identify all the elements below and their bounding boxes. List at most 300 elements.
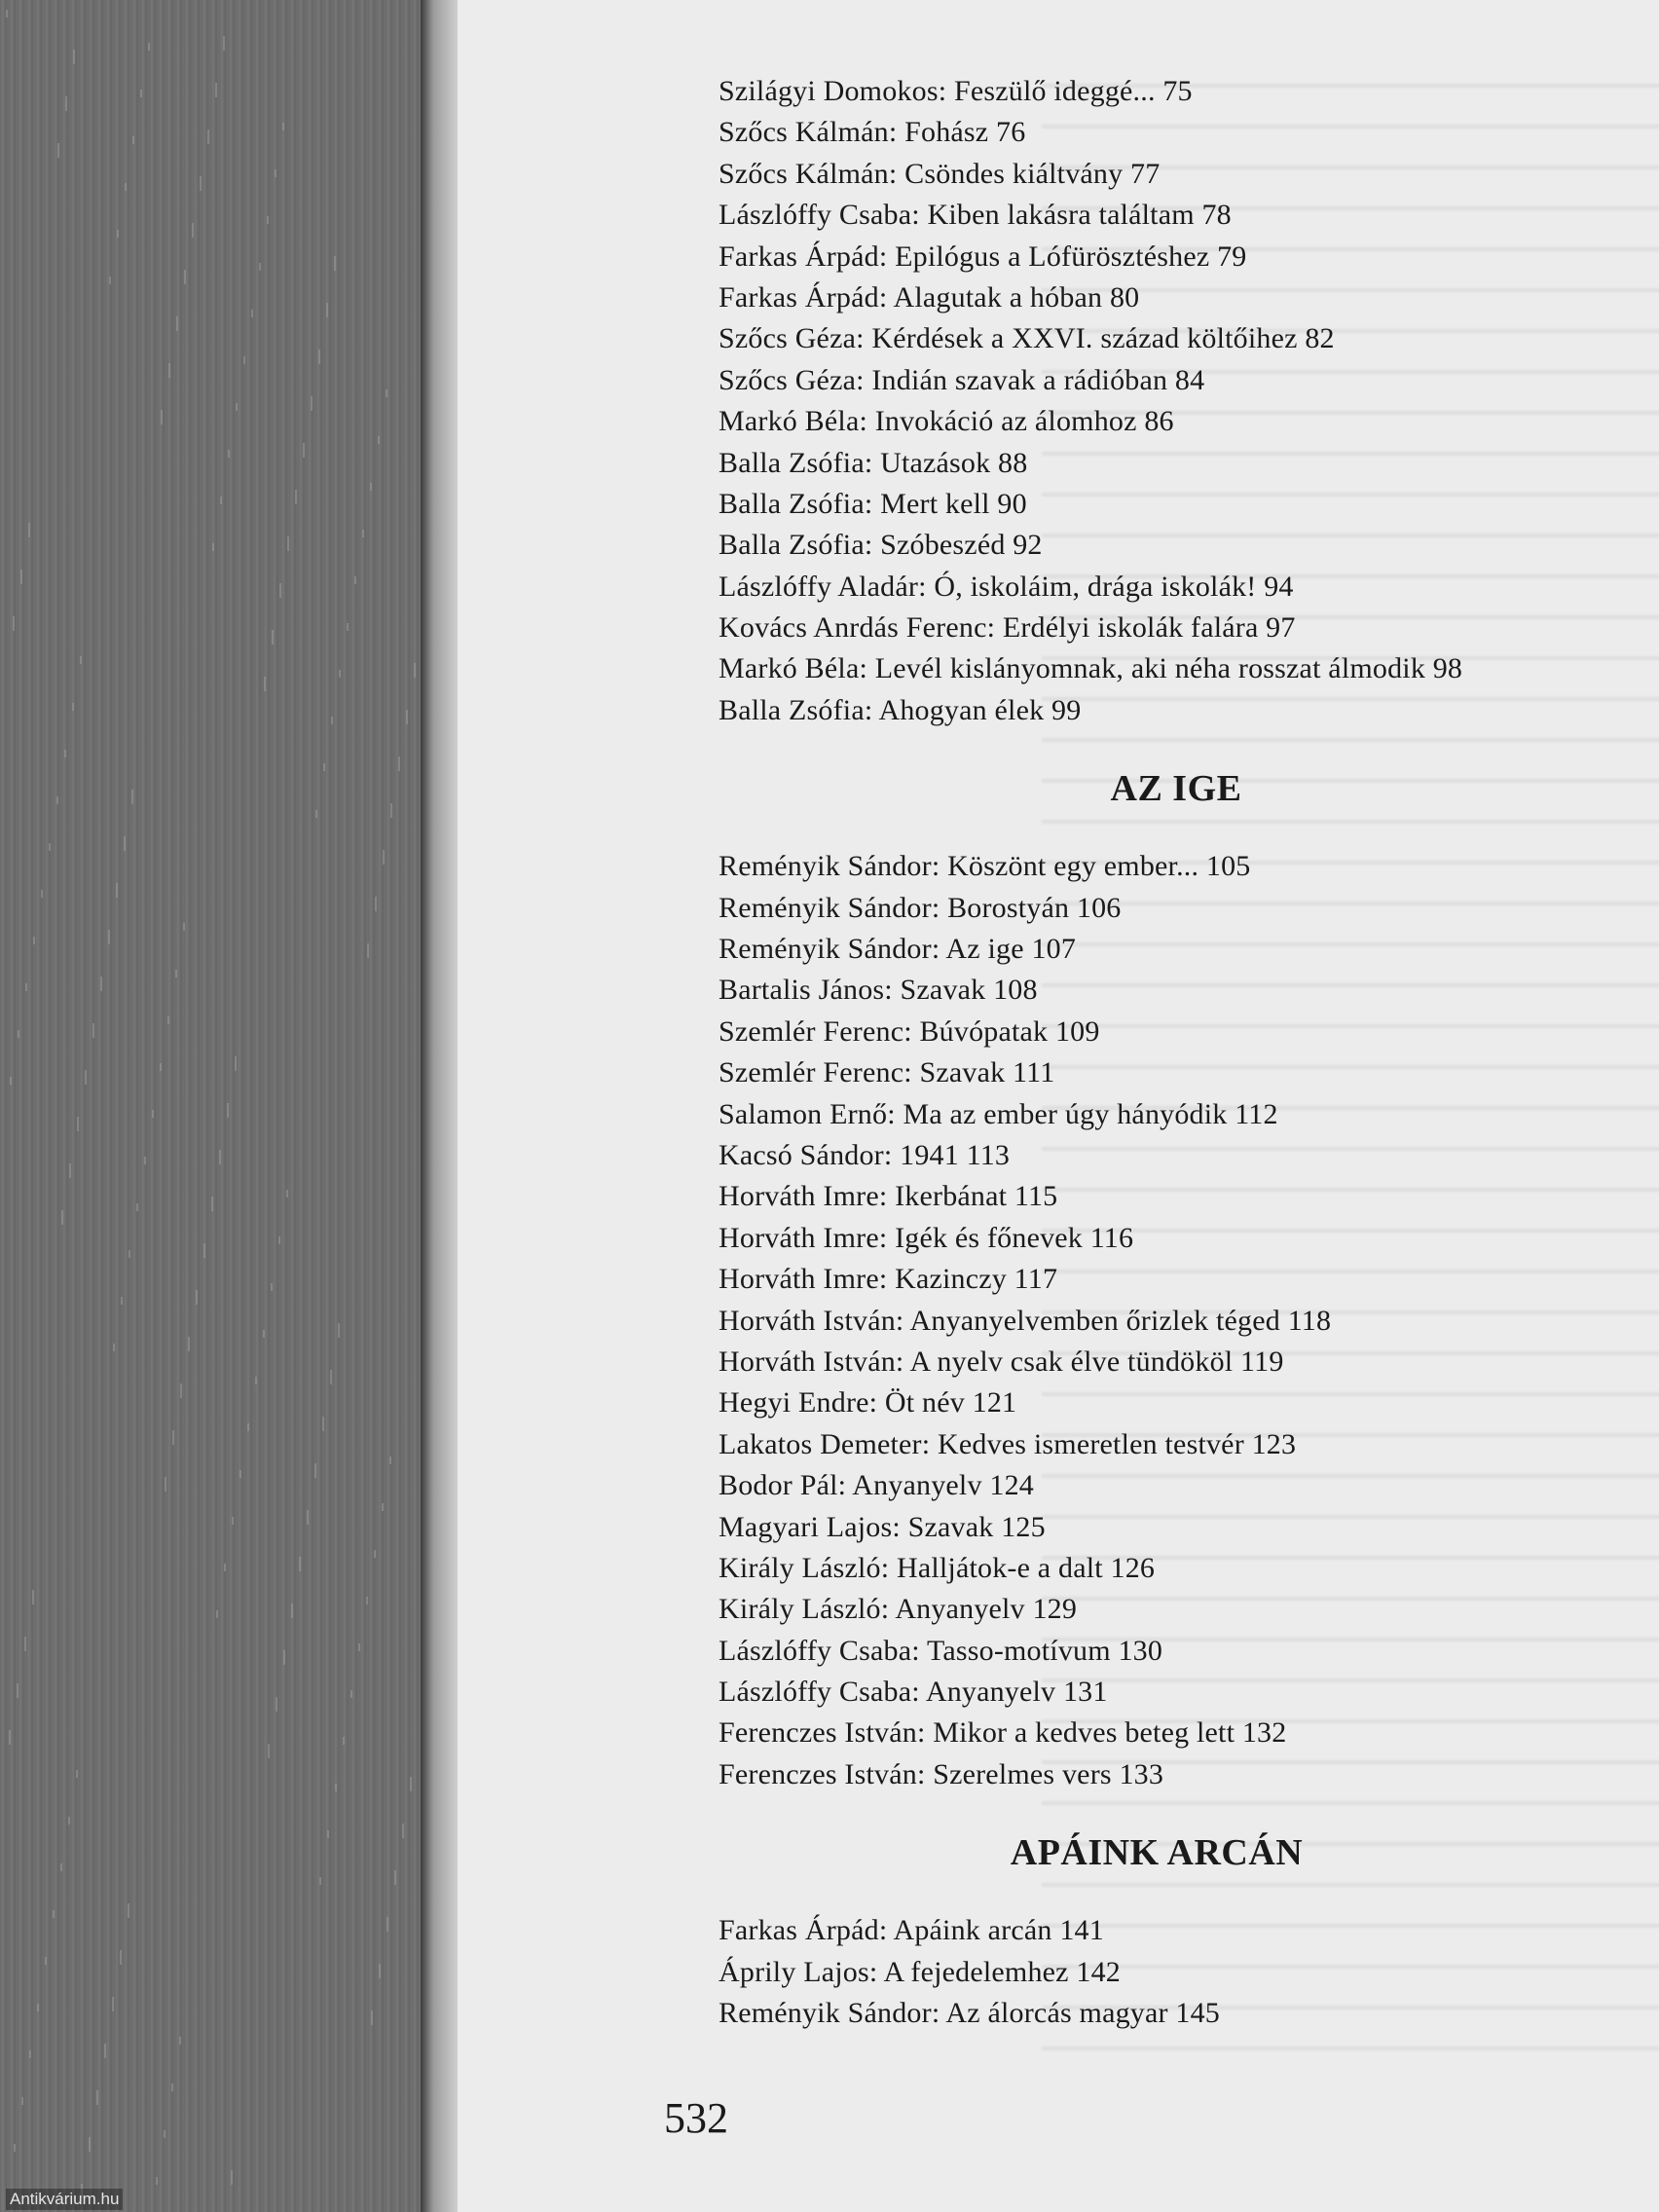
wood-grain-mark bbox=[235, 1056, 237, 1071]
toc-entry: Lászlóffy Csaba: Kiben lakásra találtam 78 bbox=[719, 199, 1232, 232]
wood-grain-mark bbox=[29, 2050, 31, 2058]
entry-title: Kérdések a XXVI. század költőihez bbox=[871, 322, 1298, 355]
entry-title: Mert kell bbox=[880, 487, 990, 520]
wood-grain-mark bbox=[10, 1077, 12, 1085]
entry-title: Kiben lakásra találtam bbox=[927, 199, 1195, 232]
wood-grain-mark bbox=[383, 850, 385, 865]
entry-title: Csöndes kiáltvány bbox=[904, 157, 1124, 190]
wood-grain-mark bbox=[299, 1557, 301, 1571]
wood-grain-mark bbox=[175, 970, 177, 977]
wood-grain-mark bbox=[24, 1637, 26, 1651]
entry-title: Invokáció az álomhoz bbox=[874, 405, 1137, 438]
wood-grain-mark bbox=[228, 450, 230, 458]
wood-grain-mark bbox=[219, 1150, 221, 1164]
toc-entry: Balla Zsófia: Ahogyan élek 99 bbox=[719, 693, 1082, 726]
toc-entry: Farkas Árpád: Alagutak a hóban 80 bbox=[719, 280, 1140, 313]
entry-page: 129 bbox=[1032, 1593, 1078, 1626]
toc-entry: Reményik Sándor: Az álorcás magyar 145 bbox=[719, 1997, 1221, 2030]
entry-page: 142 bbox=[1076, 1955, 1121, 1988]
toc-entry: Markó Béla: Levél kislányomnak, aki néha rosszat álmodik 98 bbox=[719, 652, 1463, 685]
wood-grain-mark bbox=[167, 1016, 169, 1024]
entry-author: Áprily Lajos bbox=[719, 1955, 869, 1988]
wood-grain-mark bbox=[331, 717, 333, 724]
wood-grain-mark bbox=[220, 497, 222, 504]
wood-grain-mark bbox=[255, 1377, 257, 1384]
wood-grain-mark bbox=[13, 616, 15, 631]
toc-entry: Balla Zsófia: Szóbeszéd 92 bbox=[719, 529, 1043, 562]
wood-grain-mark bbox=[295, 490, 297, 504]
wood-grain-mark bbox=[61, 1210, 63, 1225]
entry-title: Epilógus a Lófürösztéshez bbox=[895, 240, 1210, 273]
wood-grain-mark bbox=[354, 576, 356, 584]
toc-entry: Ferenczes István: Szerelmes vers 133 bbox=[719, 1757, 1164, 1790]
wood-grain-mark bbox=[275, 169, 276, 177]
wood-grain-mark bbox=[176, 316, 178, 331]
entry-author: Reményik Sándor bbox=[719, 850, 932, 883]
wood-grain-mark bbox=[45, 1957, 47, 1965]
toc-entry: Balla Zsófia: Utazások 88 bbox=[719, 446, 1028, 479]
wood-grain-mark bbox=[92, 1023, 94, 1038]
wood-grain-mark bbox=[21, 2097, 23, 2105]
entry-author: Horváth István bbox=[719, 1304, 896, 1337]
entry-title: A fejedelemhez bbox=[883, 1955, 1069, 1988]
wood-grain-mark bbox=[76, 1770, 78, 1778]
toc-entry: Szőcs Kálmán: Fohász 76 bbox=[719, 116, 1026, 149]
wood-grain-mark bbox=[144, 1157, 146, 1164]
entry-title: Fohász bbox=[904, 116, 989, 149]
wood-grain-mark bbox=[160, 1063, 162, 1071]
wood-grain-mark bbox=[6, 10, 8, 18]
entry-page: 133 bbox=[1119, 1757, 1164, 1790]
wood-grain-mark bbox=[236, 403, 238, 411]
wood-grain-mark bbox=[231, 2170, 233, 2185]
wood-grain-mark bbox=[314, 1463, 316, 1478]
entry-author: Magyari Lajos bbox=[719, 1510, 893, 1543]
toc-entry: Áprily Lajos: A fejedelemhez 142 bbox=[719, 1955, 1121, 1988]
wood-grain-mark bbox=[247, 1423, 249, 1431]
wood-grain-mark bbox=[212, 543, 214, 551]
entry-author: Szőcs Kálmán bbox=[719, 116, 889, 149]
entry-title: Kazinczy bbox=[895, 1263, 1007, 1296]
wood-grain-mark bbox=[183, 923, 185, 931]
wood-grain-mark bbox=[347, 623, 349, 631]
wood-grain-mark bbox=[128, 1903, 129, 1918]
entry-title: Borostyán bbox=[947, 891, 1070, 924]
toc-entry: Szőcs Géza: Indián szavak a rádióban 84 bbox=[719, 363, 1205, 396]
toc-entry: Kovács Anrdás Ferenc: Erdélyi iskolák falára 97 bbox=[719, 611, 1296, 645]
wood-grain-mark bbox=[370, 483, 372, 491]
toc-entry: Horváth Imre: Kazinczy 117 bbox=[719, 1263, 1058, 1296]
desk-background bbox=[0, 0, 458, 2212]
wood-grain-mark bbox=[49, 843, 51, 851]
entry-page: 79 bbox=[1217, 240, 1247, 273]
entry-author: Szemlér Ferenc bbox=[719, 1056, 904, 1089]
toc-entry: Kacsó Sándor: 1941 113 bbox=[719, 1138, 1011, 1171]
entry-title: Anyanyelv bbox=[925, 1676, 1056, 1709]
page-number: 532 bbox=[664, 2094, 728, 2142]
wood-grain-mark bbox=[77, 1117, 79, 1131]
toc-entry: Ferenczes István: Mikor a kedves beteg lett 132 bbox=[719, 1716, 1287, 1750]
entry-title: Anyanyelvemben őrizlek téged bbox=[909, 1304, 1280, 1337]
entry-author: Lászlóffy Csaba bbox=[719, 1676, 912, 1709]
wood-grain-mark bbox=[303, 443, 305, 458]
entry-page: 99 bbox=[1051, 693, 1082, 726]
entry-page: 97 bbox=[1266, 611, 1296, 645]
entry-author: Hegyi Endre bbox=[719, 1386, 869, 1419]
entry-title: Erdélyi iskolák falára bbox=[1002, 611, 1259, 645]
wood-grain-mark bbox=[33, 937, 35, 944]
wood-grain-mark bbox=[18, 1030, 19, 1038]
wood-grain-mark bbox=[188, 1337, 190, 1351]
wood-grain-mark bbox=[374, 1550, 376, 1558]
wood-grain-mark bbox=[148, 43, 150, 51]
wood-grain-mark bbox=[172, 1430, 174, 1445]
entry-title: Tasso-motívum bbox=[926, 1634, 1111, 1667]
wood-grain-mark bbox=[375, 897, 377, 911]
wood-grain-mark bbox=[338, 1323, 340, 1338]
toc-entry: Markó Béla: Invokáció az álomhoz 86 bbox=[719, 405, 1174, 438]
section-title: AZ IGE bbox=[1110, 768, 1242, 810]
entry-page: 75 bbox=[1162, 75, 1193, 107]
wood-grain-mark bbox=[73, 50, 75, 64]
entry-page: 123 bbox=[1251, 1427, 1297, 1460]
entry-page: 78 bbox=[1201, 199, 1232, 232]
wood-grain-mark bbox=[60, 1863, 62, 1871]
wood-grain-mark bbox=[326, 303, 328, 317]
watermark: Antikvárium.hu bbox=[6, 2189, 123, 2210]
entry-title: Szóbeszéd bbox=[880, 529, 1006, 562]
entry-author: Lakatos Demeter bbox=[719, 1427, 922, 1460]
entry-page: 98 bbox=[1432, 652, 1463, 685]
entry-author: Farkas Árpád bbox=[719, 240, 879, 273]
toc-entry: Lászlóffy Csaba: Anyanyelv 131 bbox=[719, 1676, 1108, 1709]
wood-grain-mark bbox=[136, 1203, 138, 1211]
entry-page: 132 bbox=[1241, 1716, 1287, 1750]
wood-grain-mark bbox=[196, 1290, 198, 1305]
wood-grain-mark bbox=[152, 1110, 154, 1118]
entry-title: Ikerbánat bbox=[895, 1180, 1008, 1213]
entry-author: Ferenczes István bbox=[719, 1716, 917, 1750]
wood-grain-mark bbox=[64, 750, 66, 757]
toc-entry: Balla Zsófia: Mert kell 90 bbox=[719, 487, 1027, 520]
wood-grain-mark bbox=[121, 1297, 123, 1305]
toc-entry: Reményik Sándor: Az ige 107 bbox=[719, 933, 1077, 966]
entry-author: Lászlóffy Csaba bbox=[719, 199, 912, 232]
wood-grain-mark bbox=[96, 2090, 98, 2105]
wood-grain-mark bbox=[131, 790, 133, 804]
entry-page: 118 bbox=[1287, 1304, 1332, 1337]
entry-title: Apáink arcán bbox=[893, 1914, 1052, 1947]
entry-page: 106 bbox=[1076, 891, 1122, 924]
wood-grain-mark bbox=[272, 630, 274, 645]
entry-author: Balla Zsófia bbox=[719, 693, 865, 726]
toc-entry: Farkas Árpád: Epilógus a Lófürösztéshez 79 bbox=[719, 240, 1247, 273]
entry-page: 126 bbox=[1110, 1551, 1156, 1584]
wood-grain-mark bbox=[311, 396, 313, 411]
wood-grain-mark bbox=[271, 1283, 273, 1291]
wood-grain-mark bbox=[259, 263, 261, 271]
entry-author: Balla Zsófia bbox=[719, 446, 865, 479]
entry-title: Igék és főnevek bbox=[895, 1221, 1084, 1254]
entry-author: Reményik Sándor bbox=[719, 933, 932, 966]
wood-grain-mark bbox=[389, 1456, 391, 1464]
wood-grain-mark bbox=[203, 1243, 205, 1258]
wood-grain-mark bbox=[25, 983, 27, 991]
entry-title: A nyelv csak élve tündököl bbox=[909, 1345, 1234, 1378]
wood-grain-mark bbox=[120, 1950, 122, 1965]
wood-grain-mark bbox=[410, 1777, 412, 1791]
wood-grain-mark bbox=[108, 930, 110, 944]
wood-grain-mark bbox=[80, 656, 82, 664]
entry-page: 82 bbox=[1305, 322, 1335, 355]
toc-entry: Szemlér Ferenc: Búvópatak 109 bbox=[719, 1014, 1100, 1048]
wood-grain-mark bbox=[85, 1070, 87, 1085]
entry-title: Anyanyelv bbox=[852, 1469, 982, 1502]
wood-grain-mark bbox=[322, 1417, 324, 1431]
wood-grain-mark bbox=[165, 1477, 166, 1492]
toc-entry: Lászlóffy Aladár: Ó, iskoláim, drága iskolák! 94 bbox=[719, 570, 1294, 603]
wood-grain-mark bbox=[124, 836, 126, 851]
entry-title: Feszülő ideggé... bbox=[953, 75, 1156, 107]
entry-page: 88 bbox=[998, 446, 1028, 479]
wood-grain-mark bbox=[318, 350, 320, 364]
toc-entry: Lászlóffy Csaba: Tasso-motívum 130 bbox=[719, 1634, 1163, 1667]
entry-author: Reményik Sándor bbox=[719, 1997, 932, 2030]
entry-author: Király László bbox=[719, 1593, 881, 1626]
wood-grain-mark bbox=[56, 796, 58, 804]
entry-title: Köszönt egy ember... bbox=[947, 850, 1199, 883]
entry-author: Király László bbox=[719, 1551, 881, 1584]
wood-grain-mark bbox=[72, 703, 74, 711]
wood-grain-mark bbox=[278, 1236, 280, 1244]
entry-title: Öt név bbox=[884, 1386, 965, 1419]
wood-grain-mark bbox=[116, 883, 118, 898]
wood-grain-mark bbox=[104, 2044, 106, 2058]
entry-page: 76 bbox=[996, 116, 1026, 149]
wood-grain-mark bbox=[398, 756, 400, 771]
wood-grain-mark bbox=[117, 230, 119, 238]
entry-title: Utazások bbox=[880, 446, 991, 479]
wood-grain-mark bbox=[287, 536, 289, 551]
wood-grain-mark bbox=[17, 1683, 18, 1698]
entry-page: 105 bbox=[1205, 850, 1251, 883]
entry-page: 77 bbox=[1130, 157, 1161, 190]
wood-grain-mark bbox=[14, 2144, 16, 2152]
wood-grain-mark bbox=[207, 129, 209, 144]
section-title: APÁINK ARCÁN bbox=[1010, 1832, 1304, 1874]
wood-grain-mark bbox=[192, 223, 194, 238]
table-of-contents bbox=[719, 71, 1653, 2034]
entry-page: 90 bbox=[997, 487, 1027, 520]
entry-author: Lászlóffy Aladár bbox=[719, 570, 919, 603]
wood-grain-mark bbox=[267, 216, 269, 224]
wood-grain-mark bbox=[315, 810, 317, 818]
wood-grain-mark bbox=[125, 183, 127, 191]
wood-grain-mark bbox=[168, 363, 170, 378]
wood-grain-mark bbox=[282, 123, 284, 130]
entry-author: Szőcs Kálmán bbox=[719, 157, 889, 190]
toc-entry: Horváth István: Anyanyelvemben őrizlek téged 118 bbox=[719, 1304, 1332, 1337]
wood-grain-mark bbox=[334, 256, 336, 271]
toc-entry: Szőcs Géza: Kérdések a XXVI. század költőihez 82 bbox=[719, 322, 1335, 355]
page-edge bbox=[421, 0, 458, 2212]
entry-page: 121 bbox=[972, 1386, 1017, 1419]
wood-grain-mark bbox=[53, 1910, 55, 1918]
toc-entry: Szemlér Ferenc: Szavak 111 bbox=[719, 1056, 1055, 1089]
wood-grain-mark bbox=[243, 356, 245, 364]
wood-grain-mark bbox=[286, 1190, 288, 1198]
entry-author: Markó Béla bbox=[719, 652, 860, 685]
entry-author: Bodor Pál bbox=[719, 1469, 838, 1502]
toc-entry: Magyari Lajos: Szavak 125 bbox=[719, 1510, 1046, 1543]
entry-author: Lászlóffy Csaba bbox=[719, 1634, 912, 1667]
entry-title: Indián szavak a rádióban bbox=[871, 363, 1168, 396]
wood-grain-mark bbox=[223, 36, 225, 51]
wood-grain-mark bbox=[211, 1197, 213, 1211]
entry-page: 141 bbox=[1059, 1914, 1104, 1947]
entry-title: 1941 bbox=[900, 1138, 959, 1171]
entry-page: 116 bbox=[1089, 1221, 1134, 1254]
wood-grain-mark bbox=[279, 583, 281, 598]
wood-grain-mark bbox=[414, 663, 416, 678]
entry-author: Balla Zsófia bbox=[719, 529, 865, 562]
wood-grain-mark bbox=[323, 763, 325, 771]
entry-title: Ma az ember úgy hányódik bbox=[903, 1097, 1228, 1130]
entry-page: 108 bbox=[993, 974, 1038, 1007]
toc-entry: Horváth István: A nyelv csak élve tündököl 119 bbox=[719, 1345, 1284, 1378]
toc-entry: Király László: Anyanyelv 129 bbox=[719, 1593, 1078, 1626]
wood-grain-mark bbox=[68, 1817, 70, 1825]
wood-grain-mark bbox=[180, 1383, 182, 1398]
wood-grain-mark bbox=[240, 1470, 241, 1478]
wood-grain-mark bbox=[307, 1510, 309, 1525]
entry-page: 145 bbox=[1175, 1997, 1221, 2030]
toc-entry: Hegyi Endre: Öt név 121 bbox=[719, 1386, 1017, 1419]
wood-grain-mark bbox=[251, 310, 253, 317]
wood-grain-mark bbox=[65, 96, 67, 111]
entry-title: Búvópatak bbox=[919, 1014, 1049, 1048]
wood-grain-mark bbox=[379, 1964, 381, 1978]
entry-author: Kovács Anrdás Ferenc bbox=[719, 611, 987, 645]
entry-title: Halljátok-e a dalt bbox=[896, 1551, 1103, 1584]
wood-grain-mark bbox=[112, 1997, 114, 2011]
toc-entry: Reményik Sándor: Borostyán 106 bbox=[719, 891, 1122, 924]
wood-grain-mark bbox=[335, 1784, 337, 1791]
entry-page: 130 bbox=[1118, 1634, 1163, 1667]
toc-entry: Horváth Imre: Igék és főnevek 116 bbox=[719, 1221, 1134, 1254]
entry-author: Szemlér Ferenc bbox=[719, 1014, 904, 1048]
entry-author: Salamon Ernő bbox=[719, 1097, 888, 1130]
entry-title: Anyanyelv bbox=[895, 1593, 1025, 1626]
wood-grain-mark bbox=[283, 1650, 285, 1665]
toc-entry: Király László: Halljátok-e a dalt 126 bbox=[719, 1551, 1156, 1584]
entry-title: Alagutak a hóban bbox=[893, 280, 1103, 313]
book-page bbox=[458, 0, 1659, 2212]
entry-author: Horváth Imre bbox=[719, 1180, 879, 1213]
wood-grain-mark bbox=[366, 1597, 368, 1604]
entry-title: Az ige bbox=[945, 933, 1024, 966]
wood-grain-mark bbox=[268, 1744, 270, 1758]
entry-page: 111 bbox=[1013, 1056, 1055, 1089]
entry-author: Szőcs Géza bbox=[719, 322, 857, 355]
toc-entry: Bodor Pál: Anyanyelv 124 bbox=[719, 1469, 1034, 1502]
entry-author: Horváth István bbox=[719, 1345, 896, 1378]
wood-grain-mark bbox=[358, 1643, 360, 1651]
wood-grain-mark bbox=[371, 2010, 373, 2025]
wood-grain-mark bbox=[69, 1163, 71, 1178]
toc-entry: Szilágyi Domokos: Feszülő ideggé... 75 bbox=[719, 75, 1193, 107]
wood-grain-mark bbox=[264, 677, 266, 691]
entry-page: 107 bbox=[1031, 933, 1077, 966]
entry-author: Farkas Árpád bbox=[719, 1914, 879, 1947]
wood-grain-mark bbox=[378, 436, 380, 444]
toc-entry: Szőcs Kálmán: Csöndes kiáltvány 77 bbox=[719, 157, 1161, 190]
wood-grain-mark bbox=[382, 1503, 384, 1511]
entry-title: Levél kislányomnak, aki néha rosszat álmodik bbox=[874, 652, 1426, 685]
wood-grain-mark bbox=[402, 1824, 404, 1838]
wood-grain-mark bbox=[161, 410, 163, 424]
entry-page: 109 bbox=[1054, 1014, 1100, 1048]
wood-grain-mark bbox=[263, 1330, 265, 1338]
entry-page: 113 bbox=[966, 1138, 1011, 1171]
wood-grain-mark bbox=[216, 1610, 218, 1618]
entry-author: Kacsó Sándor bbox=[719, 1138, 884, 1171]
toc-entry: Salamon Ernő: Ma az ember úgy hányódik 112 bbox=[719, 1097, 1278, 1130]
entry-title: Szavak bbox=[907, 1510, 994, 1543]
entry-page: 86 bbox=[1144, 405, 1174, 438]
entry-author: Markó Béla bbox=[719, 405, 860, 438]
wood-grain-mark bbox=[140, 90, 142, 97]
wood-grain-mark bbox=[276, 1697, 277, 1712]
wood-grain-mark bbox=[129, 1250, 130, 1258]
entry-page: 125 bbox=[1001, 1510, 1046, 1543]
wood-grain-mark bbox=[386, 389, 387, 397]
wood-grain-mark bbox=[291, 1604, 293, 1618]
wood-grain-mark bbox=[32, 1590, 34, 1604]
wood-grain-mark bbox=[232, 1517, 234, 1525]
wood-grain-mark bbox=[164, 2130, 166, 2138]
entry-page: 119 bbox=[1240, 1345, 1284, 1378]
wood-grain-mark bbox=[41, 890, 43, 898]
wood-grain-mark bbox=[367, 943, 369, 958]
entry-title: Szavak bbox=[900, 974, 986, 1007]
wood-grain-mark bbox=[89, 2137, 91, 2152]
toc-entry: Reményik Sándor: Köszönt egy ember... 105 bbox=[719, 850, 1251, 883]
entry-author: Ferenczes István bbox=[719, 1757, 917, 1790]
wood-grain-mark bbox=[20, 570, 22, 584]
wood-grain-mark bbox=[362, 530, 364, 537]
toc-entry: Horváth Imre: Ikerbánat 115 bbox=[719, 1180, 1058, 1213]
wood-grain-mark bbox=[9, 1730, 11, 1745]
entry-page: 92 bbox=[1013, 529, 1043, 562]
entry-page: 117 bbox=[1014, 1263, 1058, 1296]
entry-author: Horváth Imre bbox=[719, 1221, 879, 1254]
wood-grain-mark bbox=[215, 83, 217, 97]
wood-grain-mark bbox=[343, 1737, 345, 1745]
toc-entry: Lakatos Demeter: Kedves ismeretlen testvér 123 bbox=[719, 1427, 1297, 1460]
wood-grain-mark bbox=[327, 1830, 329, 1838]
wood-grain-mark bbox=[390, 803, 392, 818]
wood-grain-mark bbox=[57, 143, 59, 158]
wood-grain-mark bbox=[200, 176, 202, 191]
entry-author: Balla Zsófia bbox=[719, 487, 865, 520]
wood-grain-mark bbox=[132, 136, 134, 144]
entry-author: Szilágyi Domokos bbox=[719, 75, 939, 107]
entry-title: Ó, iskoláim, drága iskolák! bbox=[934, 570, 1257, 603]
entry-author: Szőcs Géza bbox=[719, 363, 857, 396]
entry-author: Horváth Imre bbox=[719, 1263, 879, 1296]
entry-title: Kedves ismeretlen testvér bbox=[938, 1427, 1244, 1460]
